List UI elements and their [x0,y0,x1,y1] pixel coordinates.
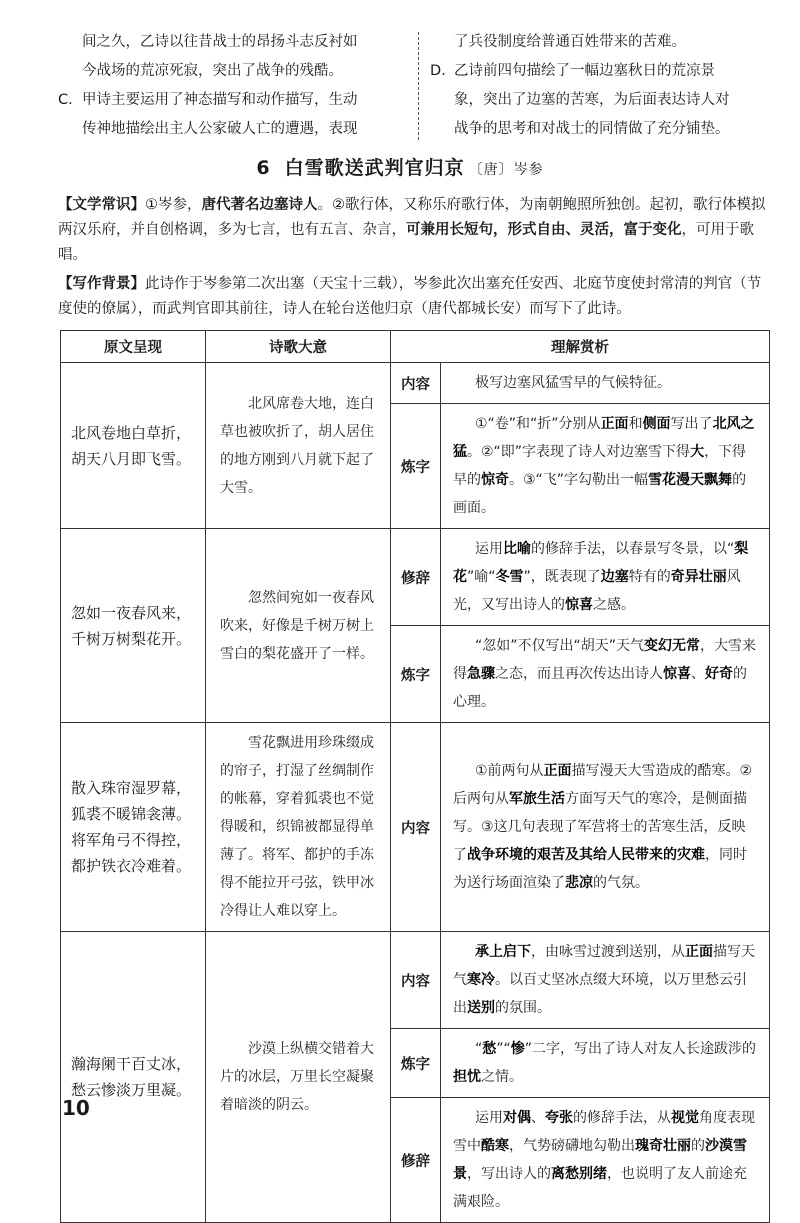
original-text-cell [61,363,206,529]
analysis-text: 特有的 [628,569,671,585]
tag-content: 内容 [391,723,441,932]
original-line: 瀚海阑干百丈冰， [71,1055,192,1073]
analysis-keyword: 承上启下 [475,944,531,960]
analysis-keyword: 沙漠雪景 [453,1138,747,1182]
option-d-line: 象，突出了边塞的苦寒，为后面表达诗人对 [454,92,730,108]
analysis-cell [441,626,770,723]
literary-text: 。②歌行体，又称乐府歌行体，为南朝鲍照所独创。起初，歌行体模拟两汉乐府，并自创格调，多为七言，也有五言、杂言， [58,197,766,238]
analysis-keyword: 离愁别绪 [551,1166,607,1182]
analysis-keyword: 正面 [600,416,629,432]
analysis-cell [441,1098,770,1223]
original-line: 散入珠帘湿罗幕， [71,779,192,797]
analysis-text: ”二字，写出了诗人对友人长途跋涉的 [524,1041,757,1057]
analysis-cell [441,1029,770,1098]
poem-analysis-table [60,330,770,1223]
meaning-cell: 北风席卷大地，连白草也被吹折了，胡人居住的地方刚到八月就下起了大雪。 [206,363,391,529]
poem-title-text: 白雪歌送武判官归京 [284,157,465,179]
analysis-text: 的修辞手法，以春景写冬景，以“ [531,541,735,557]
original-line: 胡天八月即飞雪。 [71,449,192,468]
poem-dynasty: 〔唐〕 [468,162,514,178]
analysis-text: 运用 [475,541,503,557]
original-line: 忽如一夜春风来， [71,603,192,622]
analysis-text: 的氛围。 [495,1000,551,1016]
option-d-line: 战争的思考和对战士的同情做了充分铺垫。 [454,121,730,137]
tag-rhetoric: 修辞 [391,529,441,626]
analysis-cell [441,723,770,932]
analysis-text: 运用 [475,1110,503,1126]
analysis-keyword: 惊奇 [481,472,509,488]
analysis-text: ”“ [496,1041,511,1057]
analysis-text: ”喻“ [467,569,496,585]
literary-bold: 可兼用长短句，形式自由、灵活，富于变化 [406,222,682,238]
tag-wording: 炼字 [391,404,441,529]
analysis-text: ，同时为送行场面渲染了 [453,847,747,891]
analysis-keyword: 梨花 [453,541,749,585]
analysis-keyword: 正面 [685,944,713,960]
option-b-continued-line: 今战场的荒凉死寂，突出了战争的残酷。 [82,63,343,79]
table-row [61,363,770,404]
table-row [61,932,770,1029]
previous-question-options [58,28,770,146]
analysis-keyword: 好奇 [705,666,733,682]
analysis-text: 之态，而且再次传达出诗人 [495,666,663,682]
analysis-text: ，写出诗人的 [467,1166,551,1182]
analysis-text: 描写天气 [453,944,755,988]
analysis-text: 和 [628,416,643,432]
analysis-text: 写出了 [670,416,713,432]
analysis-text: 方面写天气的寒冷，是侧面描写。③这几句表现了军营将士的苦寒生活，反映了 [453,791,747,863]
option-c-text: 甲诗主要运用了神态描写和动作描写，生动 [82,92,358,108]
option-c [58,86,410,115]
analysis-text: ①“卷”和“折”分别从 [475,416,601,432]
tag-content: 内容 [391,932,441,1029]
analysis-text: 、 [691,666,705,682]
tag-wording: 炼字 [391,1029,441,1098]
analysis-text: 。②“即”字表现了诗人对边塞雪下得 [467,444,691,460]
analysis-text: 。以百丈坚冰点缀大环境，以万里愁云引出 [453,972,747,1016]
literary-text: ，可用于歌唱。 [58,222,754,263]
analysis-text: ，下得早的 [453,444,747,488]
analysis-keyword: 愁 [482,1041,497,1057]
analysis-keyword: 冬雪 [495,569,524,585]
poem-title [0,153,800,180]
option-c-continued-line: 了兵役制度给普通百姓带来的苦难。 [454,34,686,50]
original-line: 狐裘不暖锦衾薄。 [71,805,192,823]
option-d-label: D. [430,63,446,79]
analysis-keyword: 视觉 [671,1110,699,1126]
analysis-cell [441,932,770,1029]
poem-number: 6 [256,157,271,179]
header-original: 原文呈现 [61,331,206,363]
original-text-cell [61,529,206,723]
analysis-text: ”，既表现了 [523,569,601,585]
original-line: 愁云惨淡万里凝。 [71,1081,192,1099]
analysis-keyword: 军旅生活 [509,791,565,807]
poem-author: 岑参 [513,162,544,178]
analysis-keyword: 奇异壮丽 [670,569,727,585]
original-line: 将军角弓不得控， [71,831,192,849]
analysis-keyword: 侧面 [642,416,671,432]
background-label: 【写作背景】 [58,276,145,292]
analysis-text: ，也说明了友人前途充满艰险。 [453,1166,747,1210]
analysis-text: ，大雪来得 [453,638,757,682]
analysis-text: 、 [531,1110,545,1126]
original-line: 都护铁衣冷难着。 [71,857,192,875]
analysis-text: 风光，又写出诗人的 [453,569,741,613]
analysis-text: 。③“飞”字勾勒出一幅 [509,472,649,488]
original-text-cell [61,932,206,1223]
page-number: 10 [62,1096,90,1120]
analysis-cell [441,404,770,529]
analysis-text: 的修辞手法，从 [573,1110,671,1126]
analysis-keyword: 北风之猛 [453,416,755,460]
analysis-keyword: 惊喜 [565,597,593,613]
analysis-text: 的画面。 [453,472,747,516]
background-text: 此诗作于岑参第二次出塞（天宝十三载），岑参此次出塞充任安西、北庭节度使封常清的判官（节度使的僚属），而武判官即其前往，诗人在轮台送他归京（唐代都城长安）而写下了此诗。 [58,276,762,317]
header-meaning: 诗歌大意 [206,331,391,363]
analysis-keyword: 担忧 [453,1069,481,1085]
original-line: 北风卷地白草折， [71,423,192,442]
option-b-continued-line: 间之久，乙诗以往昔战士的昂扬斗志反衬如 [82,34,358,50]
literary-label: 【文学常识】 [58,197,145,213]
header-analysis: 理解赏析 [391,331,770,363]
analysis-keyword: 比喻 [503,541,531,557]
option-d [430,57,770,86]
left-column [58,28,410,144]
analysis-keyword: 边塞 [600,569,629,585]
analysis-text: ①前两句从 [475,763,544,779]
original-text-cell [61,723,206,932]
analysis-text: ，由咏雪过渡到送别，从 [531,944,685,960]
option-c-label: C. [58,92,73,108]
table-row [61,723,770,932]
meaning-cell: 沙漠上纵横交错着大片的冰层，万里长空凝聚着暗淡的阴云。 [206,932,391,1223]
analysis-keyword: 大 [690,444,705,460]
option-c-line: 传神地描绘出主人公家破人亡的遭遇，表现 [82,121,358,137]
analysis-keyword: 正面 [543,763,572,779]
table-row [61,529,770,626]
analysis-text: 极写边塞风猛雪早的气候特征。 [475,375,671,391]
analysis-cell [441,529,770,626]
analysis-cell [441,363,770,404]
table-header-row [61,331,770,363]
analysis-text: 的心理。 [453,666,747,710]
right-column [430,28,770,144]
analysis-text: 之感。 [593,597,635,613]
analysis-keyword: 变幻无常 [644,638,701,654]
tag-wording: 炼字 [391,626,441,723]
analysis-keyword: 悲凉 [565,875,593,891]
original-line: 千树万树梨花开。 [71,629,192,648]
literary-knowledge [58,193,770,268]
analysis-text: “ [475,1041,483,1057]
analysis-keyword: 雪花漫天飘舞 [648,472,733,488]
analysis-keyword: 惊喜 [663,666,691,682]
analysis-keyword: 寒冷 [467,972,495,988]
analysis-text: 之情。 [481,1069,523,1085]
analysis-keyword: 急骤 [467,666,495,682]
tag-rhetoric: 修辞 [391,1098,441,1223]
meaning-cell: 忽然间宛如一夜春风吹来，好像是千树万树上雪白的梨花盛开了一样。 [206,529,391,723]
analysis-keyword: 瑰奇壮丽 [635,1138,691,1154]
analysis-text: “忽如”不仅写出“胡天”天气 [475,638,645,654]
analysis-text: 描写漫天大雪造成的酷寒。②后两句从 [453,763,753,807]
column-divider [418,32,419,140]
tag-content: 内容 [391,363,441,404]
literary-text: ①岑参， [145,197,202,213]
literary-bold: 唐代著名边塞诗人 [201,197,318,213]
analysis-text: 的气氛。 [593,875,649,891]
option-d-text: 乙诗前四句描绘了一幅边塞秋日的荒凉景 [454,63,715,79]
analysis-keyword: 夸张 [545,1110,573,1126]
analysis-keyword: 惨 [510,1041,525,1057]
analysis-keyword: 战争环境的艰苦及其给人民带来的灾难 [467,847,705,863]
analysis-text: 角度表现雪中 [453,1110,755,1154]
analysis-text: 的 [691,1138,705,1154]
meaning-cell: 雪花飘进用珍珠缀成的帘子，打湿了丝绸制作的帐幕，穿着狐裘也不觉得暖和，织锦被都显得单薄了。将军、都护的手冻得不能拉开弓弦，铁甲冰冷得让人难以穿上。 [206,723,391,932]
writing-background [58,272,770,322]
analysis-keyword: 对偶 [503,1110,531,1126]
analysis-text: ，气势磅礴地勾勒出 [509,1138,635,1154]
analysis-keyword: 送别 [467,1000,495,1016]
analysis-keyword: 酷寒 [481,1138,509,1154]
